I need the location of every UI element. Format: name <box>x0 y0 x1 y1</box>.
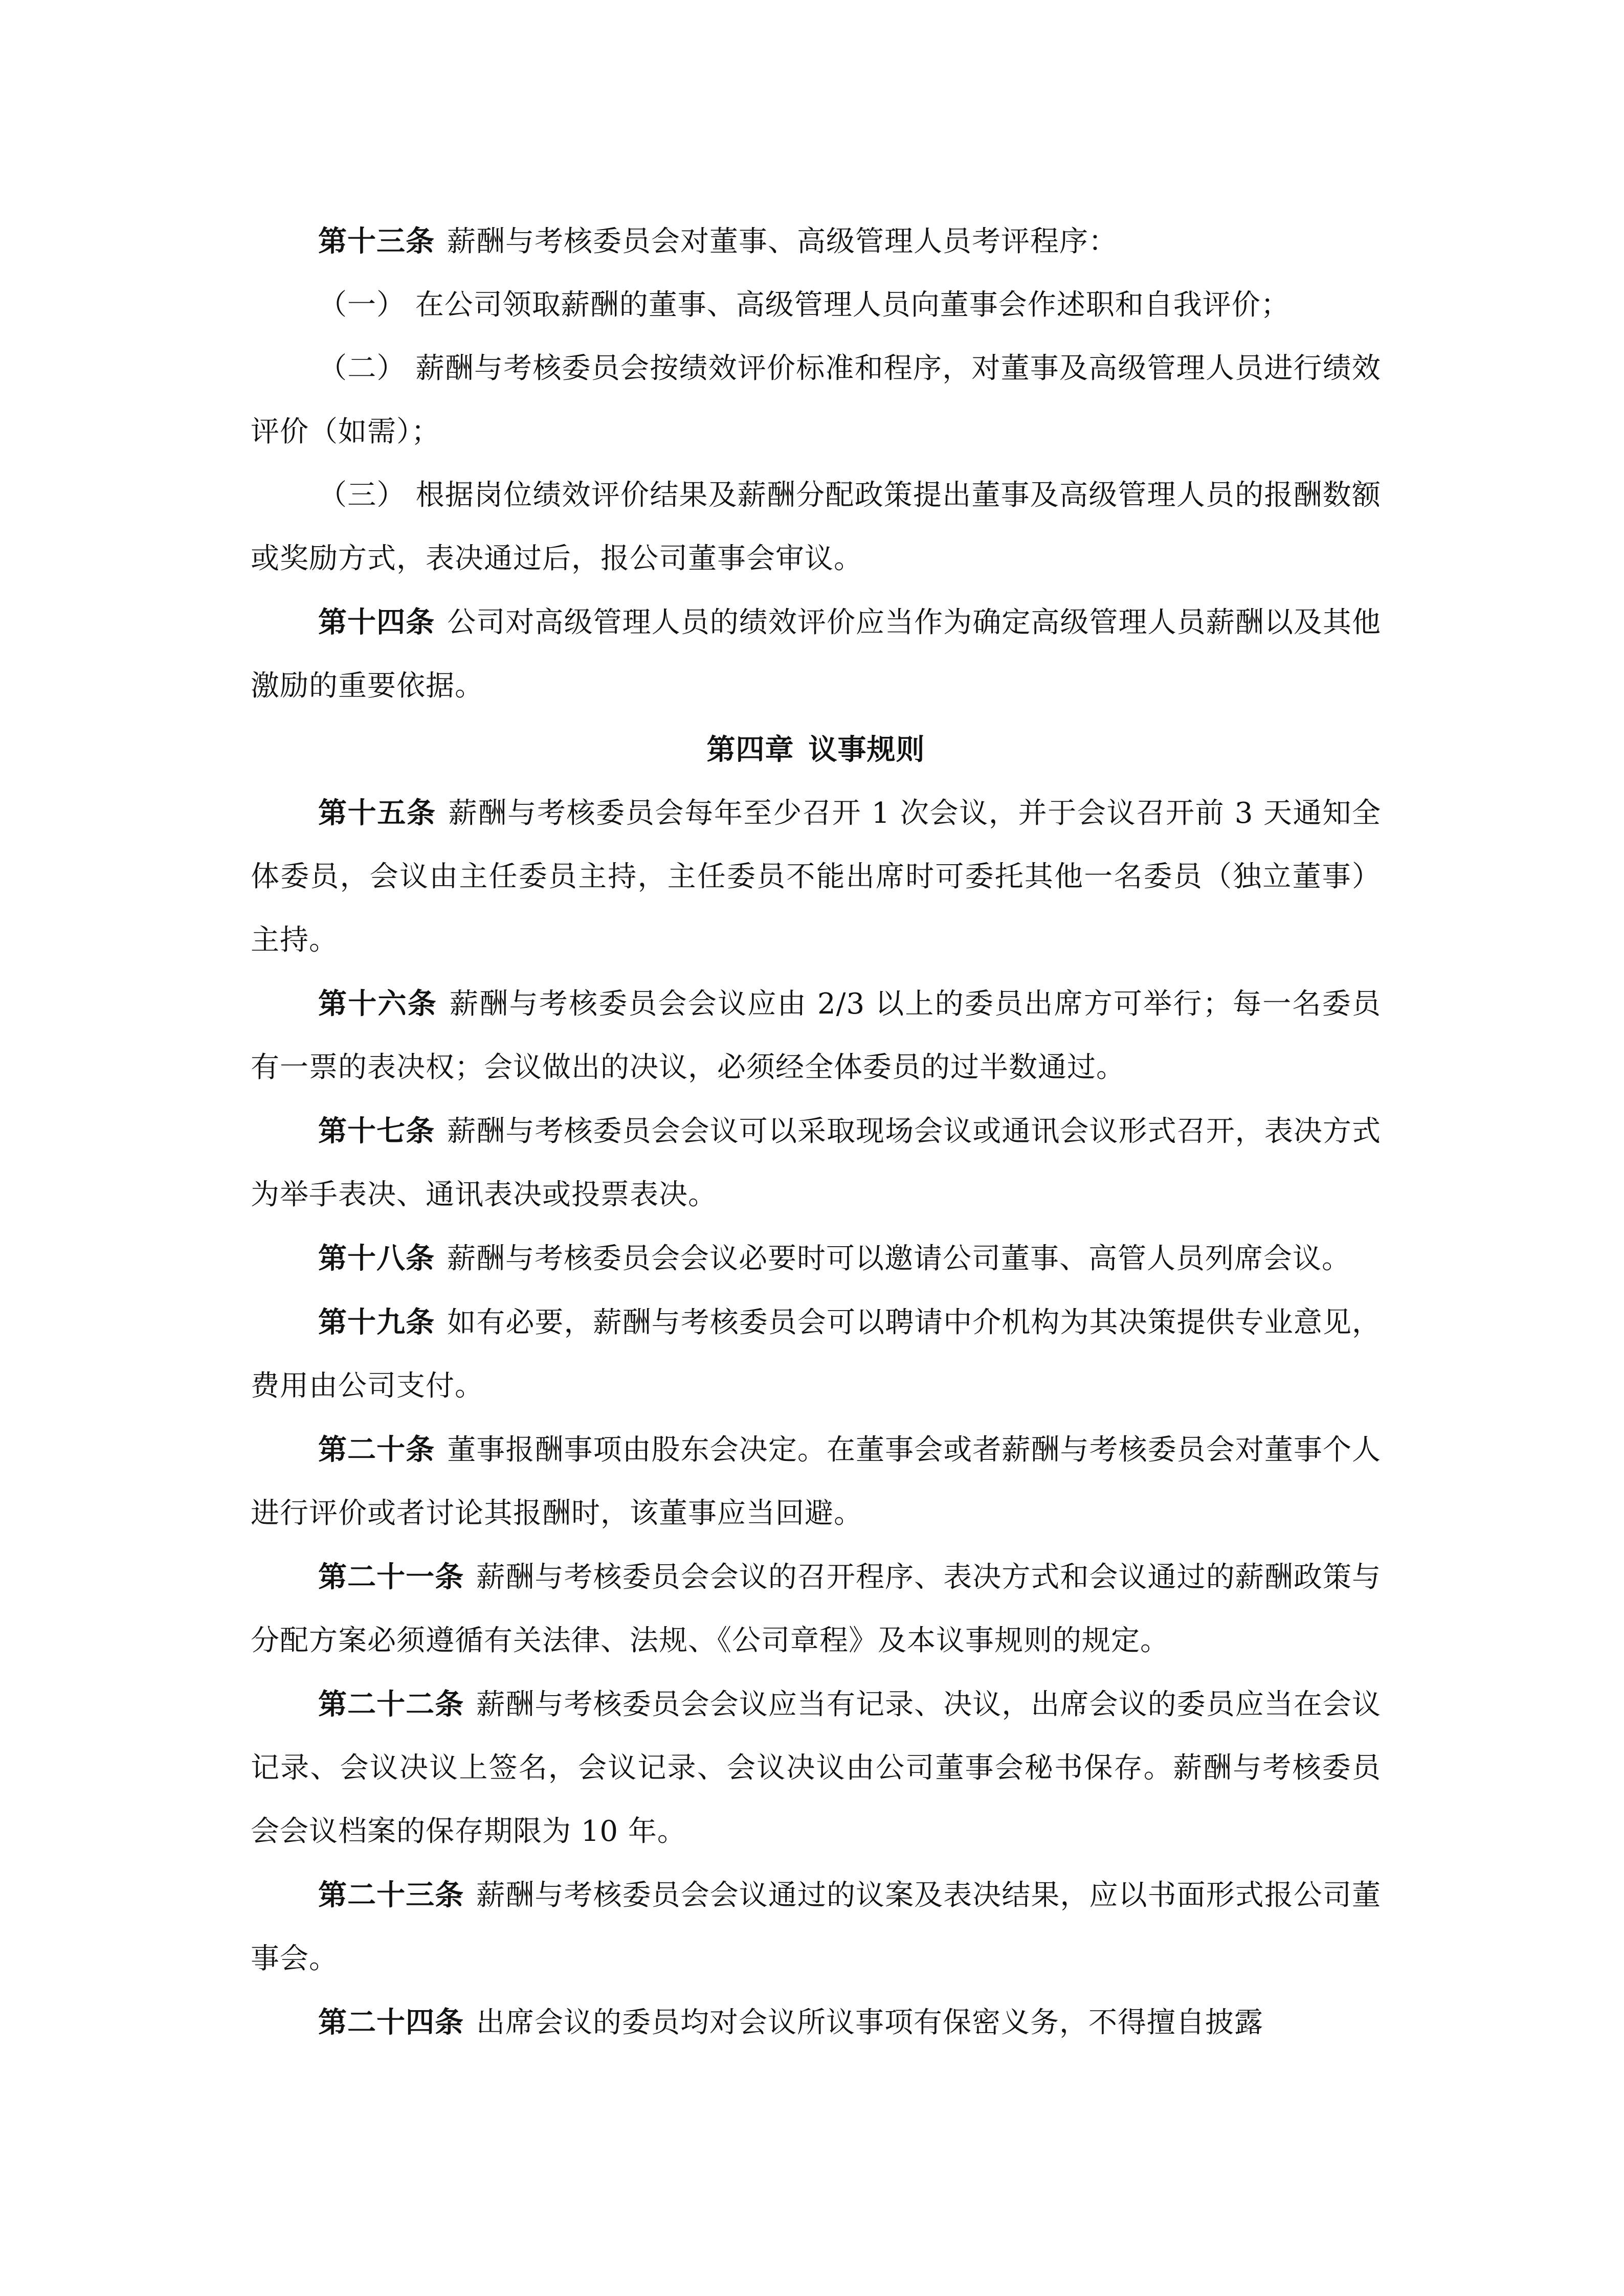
article-23 <box>251 1863 1381 1991</box>
article-text: 出席会议的委员均对会议所议事项有保密义务，不得擅自披露 <box>476 2006 1263 2039</box>
article-number: 第二十一条 <box>318 1560 464 1594</box>
item-text: （三） 根据岗位绩效评价结果及薪酬分配政策提出董事及高级管理人员的报酬数额或奖励方式，表决通过后，报公司董事会审议。 <box>251 479 1381 575</box>
article-number: 第十四条 <box>318 605 435 639</box>
article-text: 薪酬与考核委员会会议应由 2/3 以上的委员出席方可举行；每一名委员有一票的表决权；会议做出的决议，必须经全体委员的过半数通过。 <box>251 987 1382 1084</box>
article-text: 薪酬与考核委员会会议可以采取现场会议或通讯会议形式召开，表决方式为举手表决、通讯表决或投票表决。 <box>251 1115 1382 1211</box>
article-number: 第二十四条 <box>318 2006 464 2039</box>
article-15 <box>251 781 1381 972</box>
article-text: 董事报酬事项由股东会决定。在董事会或者薪酬与考核委员会对董事个人进行评价或者讨论其报酬时，该董事应当回避。 <box>251 1433 1382 1530</box>
chapter-number: 第四章 <box>706 733 794 767</box>
article-text: 薪酬与考核委员会会议必要时可以邀请公司董事、高管人员列席会议。 <box>447 1242 1351 1275</box>
article-text: 如有必要，薪酬与考核委员会可以聘请中介机构为其决策提供专业意见，费用由公司支付。 <box>251 1306 1382 1403</box>
article-number: 第二十条 <box>318 1433 435 1467</box>
article-text: 薪酬与考核委员会会议通过的议案及表决结果，应以书面形式报公司董事会。 <box>251 1879 1382 1975</box>
article-18 <box>251 1227 1381 1291</box>
article-20 <box>251 1418 1381 1545</box>
article-text: 薪酬与考核委员会每年至少召开 1 次会议，并于会议召开前 3 天通知全体委员，会议由主任委员主持，主任委员不能出席时可委托其他一名委员（独立董事）主持。 <box>251 797 1382 957</box>
article-text: 薪酬与考核委员会会议应当有记录、决议，出席会议的委员应当在会议记录、会议决议上签名，会议记录、会议决议由公司董事会秘书保存。薪酬与考核委员会会议档案的保存期限为 10 年。 <box>251 1688 1382 1848</box>
article-number: 第十三条 <box>318 224 435 258</box>
chapter-title: 议事规则 <box>808 733 925 767</box>
item-3 <box>251 464 1381 591</box>
article-21 <box>251 1545 1381 1673</box>
article-number: 第十九条 <box>318 1305 435 1339</box>
item-text: （一） 在公司领取薪酬的董事、高级管理人员向董事会作述职和自我评价； <box>318 288 1290 322</box>
article-17 <box>251 1099 1381 1227</box>
article-text: 公司对高级管理人员的绩效评价应当作为确定高级管理人员薪酬以及其他激励的重要依据。 <box>251 606 1382 703</box>
article-number: 第二十二条 <box>318 1687 464 1721</box>
article-19 <box>251 1291 1381 1418</box>
item-2 <box>251 337 1381 464</box>
article-16 <box>251 972 1381 1099</box>
article-text: 薪酬与考核委员会会议的召开程序、表决方式和会议通过的薪酬政策与分配方案必须遵循有关法律、法规、《公司章程》及本议事规则的规定。 <box>251 1561 1382 1657</box>
article-22 <box>251 1673 1381 1863</box>
document-page <box>251 210 1381 2055</box>
article-13 <box>251 210 1381 274</box>
item-text: （二） 薪酬与考核委员会按绩效评价标准和程序，对董事及高级管理人员进行绩效评价（如需）； <box>251 352 1381 448</box>
article-number: 第十六条 <box>318 987 437 1021</box>
item-1 <box>251 274 1381 337</box>
article-number: 第二十三条 <box>318 1878 464 1912</box>
article-number: 第十五条 <box>318 796 436 830</box>
article-14 <box>251 591 1381 718</box>
chapter-heading <box>251 718 1381 781</box>
article-text: 薪酬与考核委员会对董事、高级管理人员考评程序： <box>447 225 1118 258</box>
article-number: 第十八条 <box>318 1242 435 1275</box>
article-number: 第十七条 <box>318 1114 435 1148</box>
article-24 <box>251 1991 1381 2055</box>
